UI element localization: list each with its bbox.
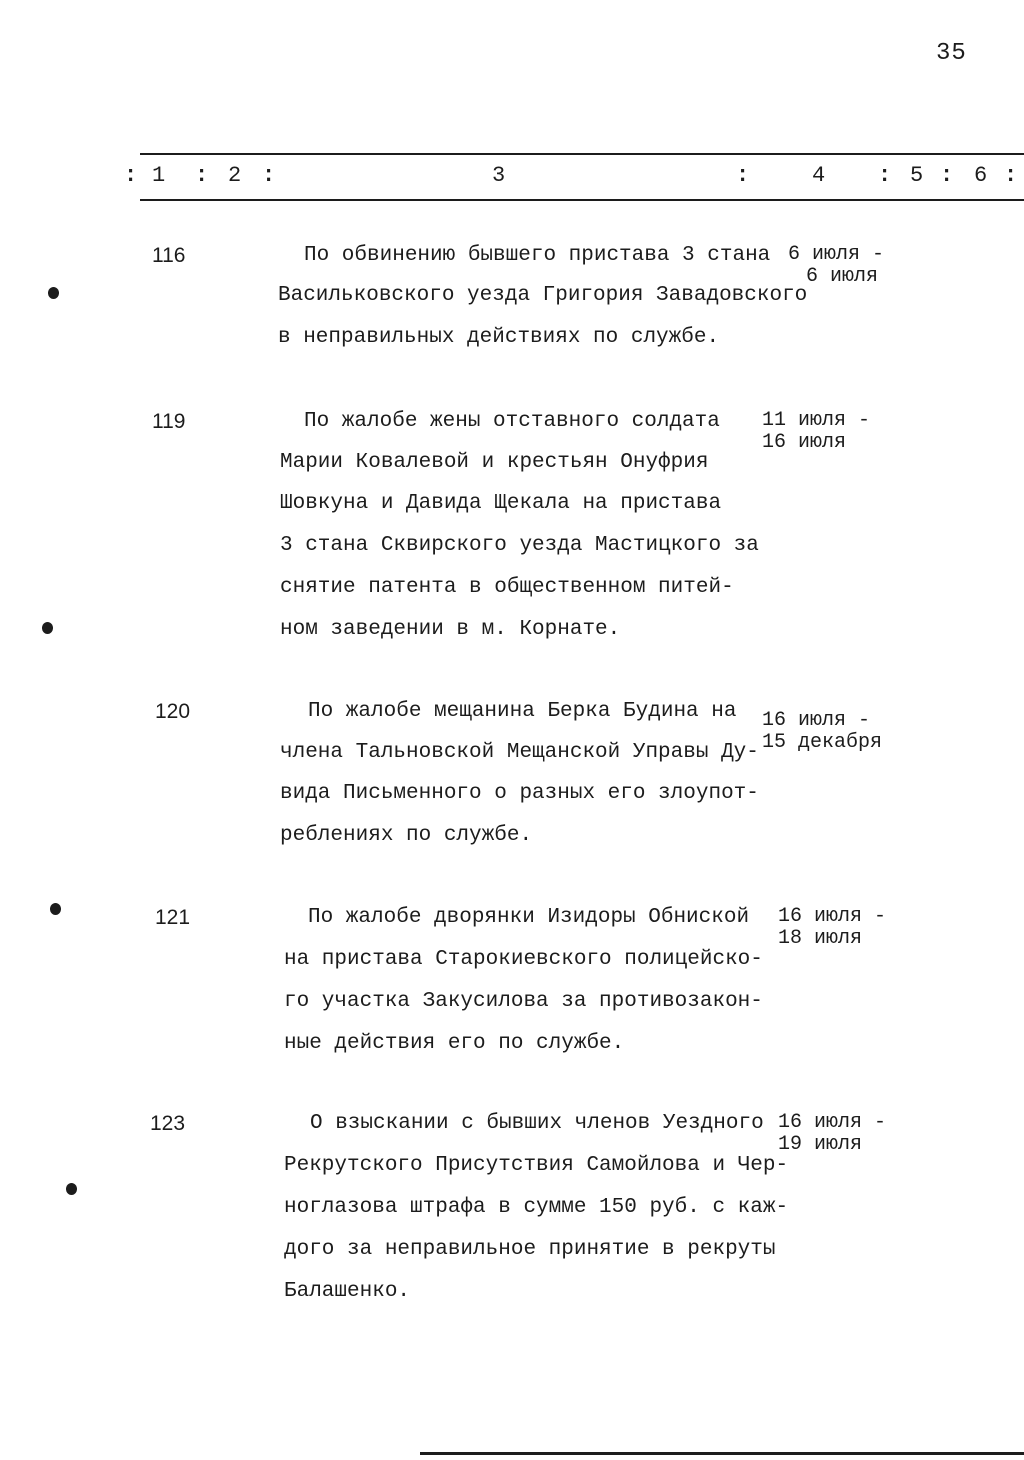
entry-line: ном заведении в м. Корнате. [280, 618, 621, 641]
column-header-3: 3 [492, 163, 506, 188]
entry-line: дого за неправильное принятие в рекруты [284, 1238, 776, 1261]
entry-line: в неправильных действиях по службе. [278, 326, 720, 349]
column-separator: : [124, 163, 138, 188]
entry-line: на пристава Старокиевского полицейско- [284, 948, 763, 971]
entry-dates [762, 410, 870, 454]
punch-hole-mark [50, 903, 61, 915]
entry-line: ноглазова штрафа в сумме 150 руб. с каж- [284, 1196, 789, 1219]
entry-number: 119 [152, 410, 186, 433]
table-header [0, 163, 1024, 195]
entry-line: вида Письменного о разных его злоупот- [280, 782, 759, 805]
entry-line: Васильковского уезда Григория Завадовского [278, 284, 808, 307]
entry-line: члена Тальновской Мещанской Управы Ду- [280, 741, 759, 764]
entry-line: О взыскании с бывших членов Уездного [310, 1112, 764, 1135]
entry-number: 121 [155, 906, 191, 929]
date-end: 15 декабря [762, 731, 883, 754]
column-header-6: 6 [974, 163, 988, 188]
column-separator: : [262, 163, 276, 188]
column-separator: : [1004, 163, 1018, 188]
header-top-rule [140, 153, 1024, 155]
column-separator: : [878, 163, 892, 188]
column-separator: : [195, 163, 209, 188]
entry-number: 123 [150, 1112, 186, 1135]
date-start: 6 июля - [788, 243, 885, 266]
entry-line: По жалобе дворянки Изидоры Обниской [308, 906, 750, 929]
column-header-5: 5 [910, 163, 924, 188]
date-start: 16 июля - [778, 905, 887, 928]
entry-line: Рекрутского Присутствия Самойлова и Чер- [284, 1154, 789, 1177]
entry-line: го участка Закусилова за противозакон- [284, 990, 763, 1013]
date-start: 11 июля - [762, 409, 871, 432]
column-header-1: 1 [152, 163, 166, 188]
entry-line: реблениях по службе. [280, 824, 533, 847]
entry-line: Шовкуна и Давида Щекала на пристава [280, 492, 722, 515]
entry-line: Балашенко. [284, 1280, 411, 1303]
entry-line: ные действия его по службе. [284, 1032, 625, 1055]
entry-line: По жалобе мещанина Берка Будина на [308, 700, 737, 723]
entry-line: Марии Ковалевой и крестьян Онуфрия [280, 451, 709, 474]
entry-dates [762, 710, 882, 754]
entry-dates [778, 906, 886, 950]
date-end: 6 июля [806, 265, 879, 288]
header-bottom-rule [140, 199, 1024, 201]
punch-hole-mark [42, 622, 53, 634]
page-number: 35 [936, 40, 967, 67]
column-header-2: 2 [228, 163, 242, 188]
entry-number: 116 [152, 244, 186, 267]
entry-dates [778, 1112, 886, 1156]
column-header-4: 4 [812, 163, 826, 188]
entry-line: По обвинению бывшего пристава 3 стана [304, 244, 771, 267]
date-end: 16 июля [762, 431, 847, 454]
column-separator: : [940, 163, 954, 188]
punch-hole-mark [66, 1183, 77, 1195]
column-separator: : [736, 163, 750, 188]
date-end: 19 июля [778, 1133, 863, 1156]
entry-dates [788, 244, 884, 288]
entry-line: По жалобе жены отставного солдата [304, 410, 720, 433]
entry-number: 120 [155, 700, 191, 723]
entry-line: снятие патента в общественном питей- [280, 576, 734, 599]
page-bottom-rule [420, 1452, 1024, 1455]
date-start: 16 июля - [762, 709, 871, 732]
entry-line: 3 стана Сквирского уезда Мастицкого за [280, 534, 759, 557]
punch-hole-mark [48, 287, 59, 299]
date-end: 18 июля [778, 927, 863, 950]
date-start: 16 июля - [778, 1111, 887, 1134]
